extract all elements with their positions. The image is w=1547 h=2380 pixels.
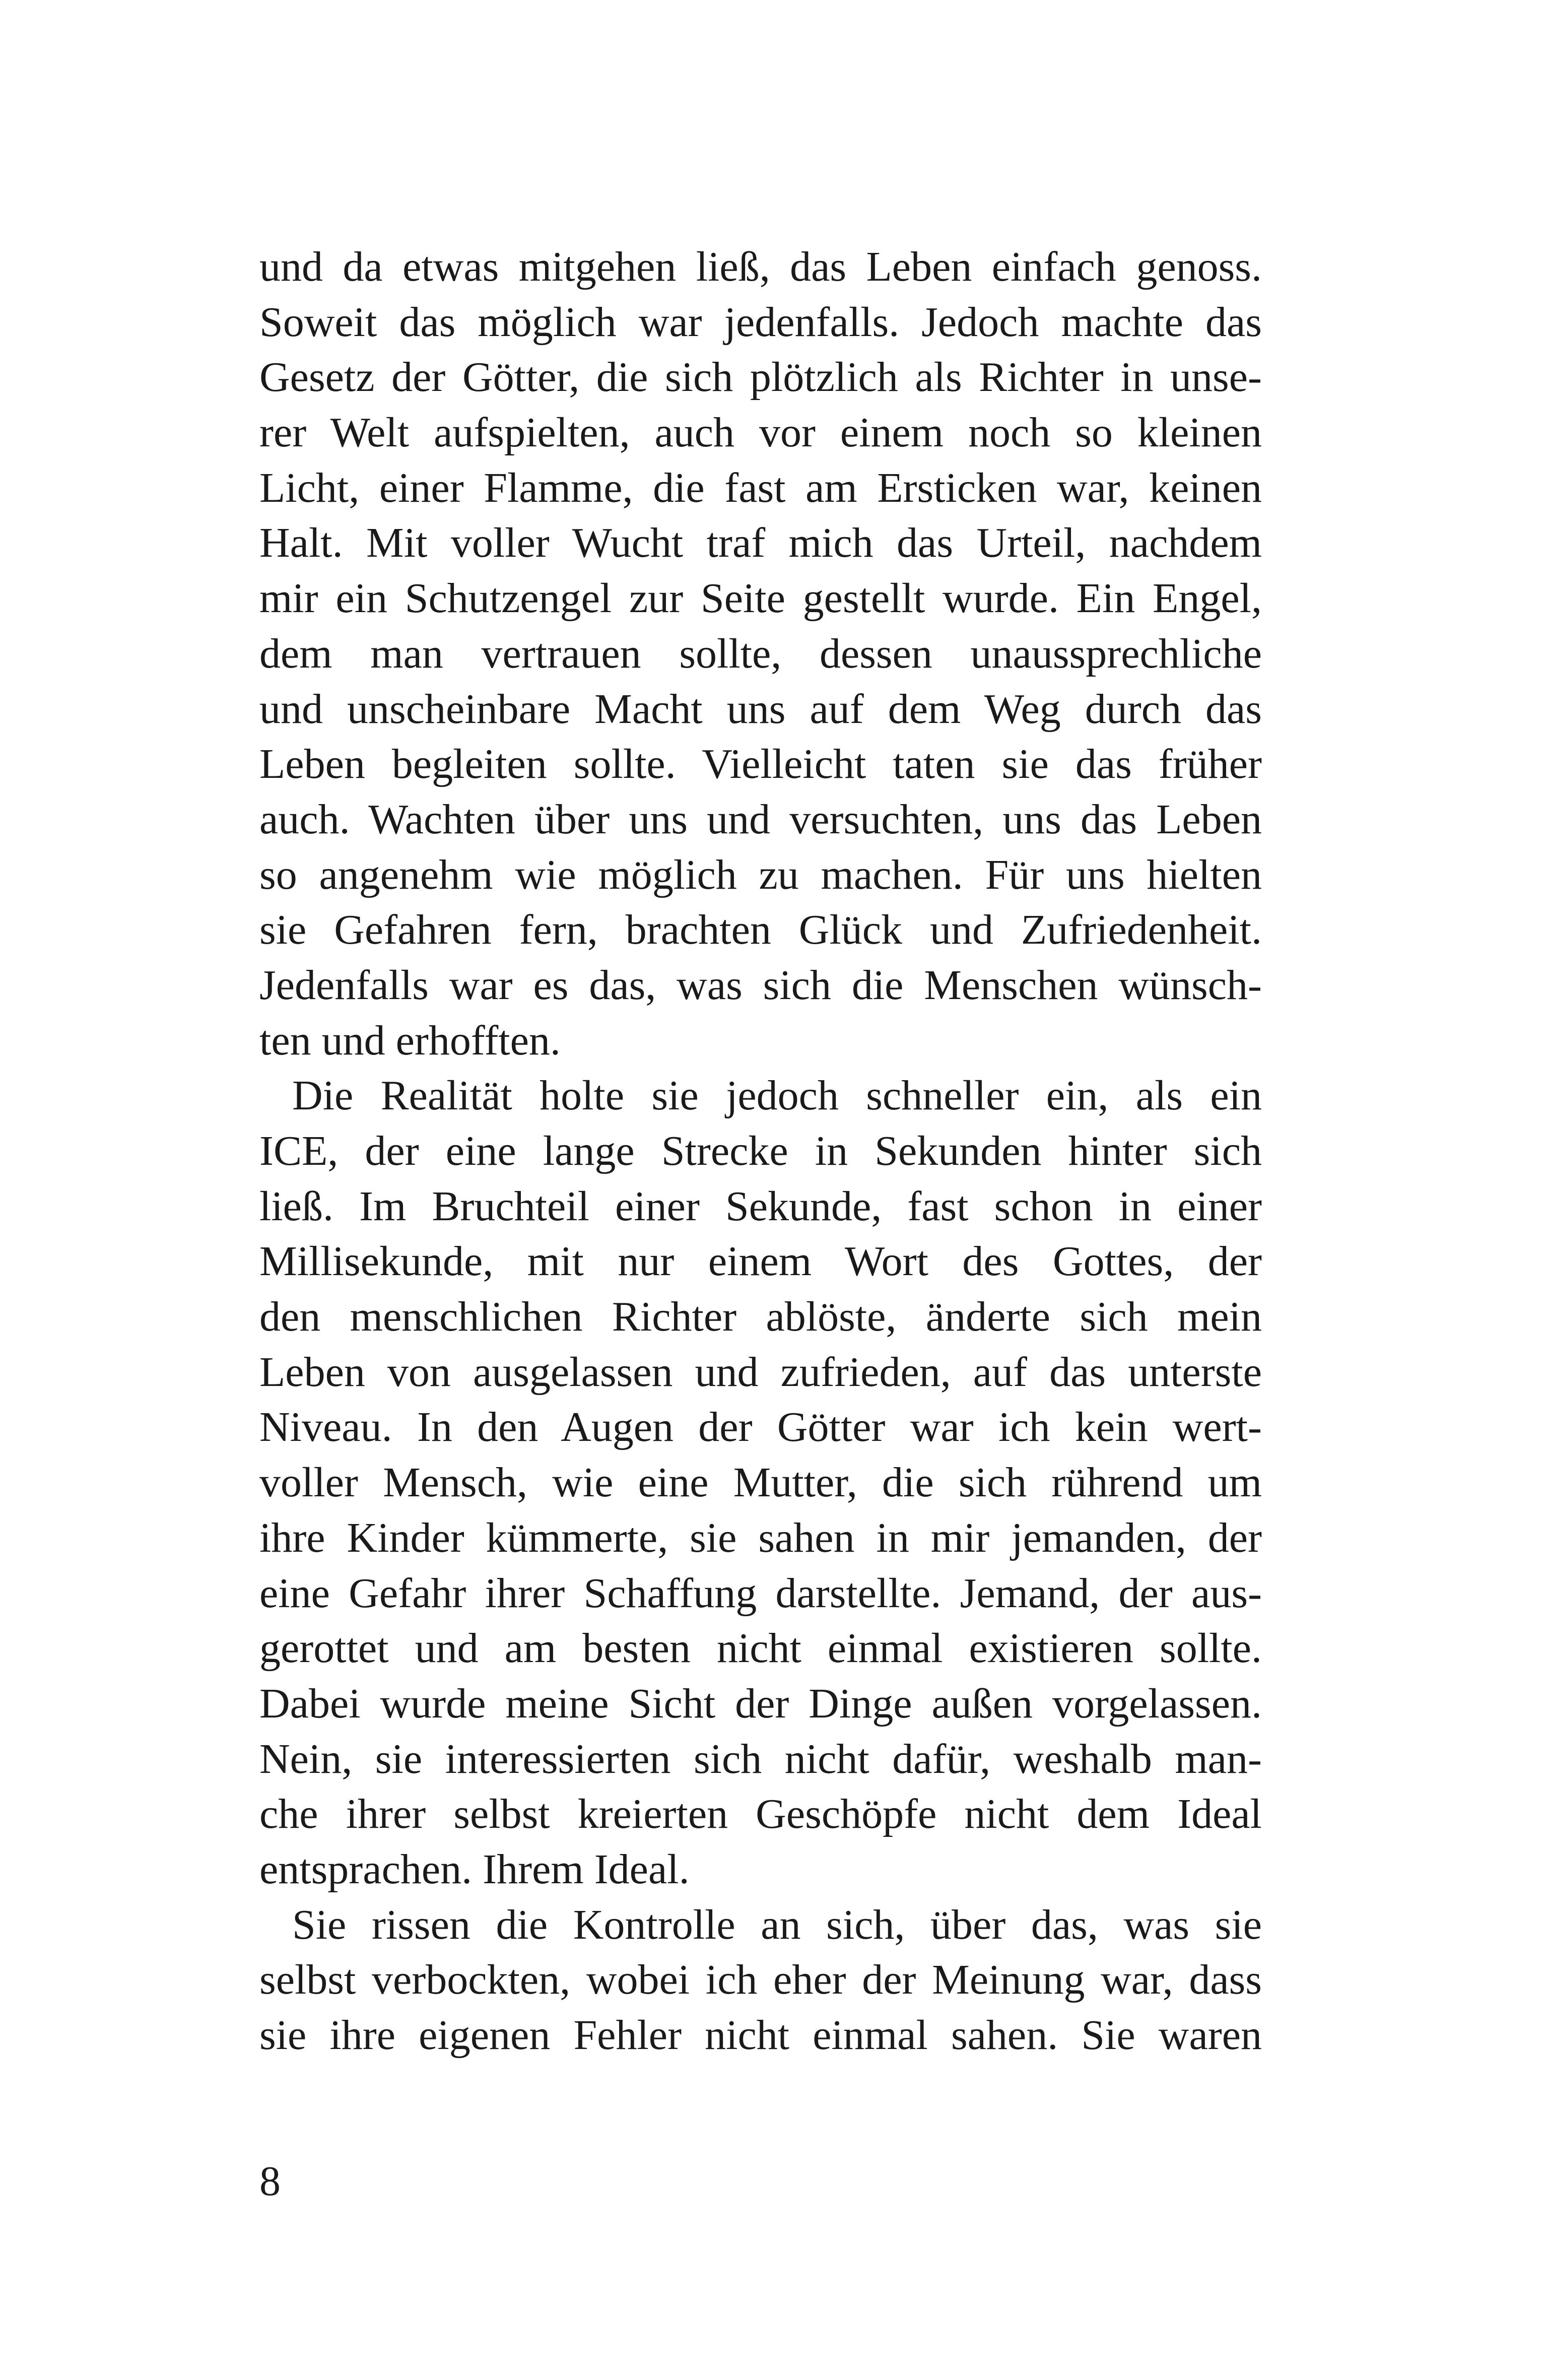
text-line: Millisekunde, mit nur einem Wort des Gottes, der <box>259 1238 1262 1285</box>
text-line: dem man vertrauen sollte, dessen unaussprechliche <box>259 630 1262 677</box>
text-line: che ihrer selbst kreierten Geschöpfe nicht dem Ideal <box>259 1791 1262 1838</box>
paragraph <box>259 1068 1262 1897</box>
text-line: selbst verbockten, wobei ich eher der Meinung war, dass <box>259 1956 1262 2004</box>
text-line: so angenehm wie möglich zu machen. Für uns hielten <box>259 851 1262 898</box>
text-line: ließ. Im Bruchteil einer Sekunde, fast schon in einer <box>259 1182 1262 1230</box>
text-line: voller Mensch, wie eine Mutter, die sich rührend um <box>259 1459 1262 1506</box>
text-line: ihre Kinder kümmerte, sie sahen in mir jemanden, der <box>259 1514 1262 1561</box>
text-line: rer Welt aufspielten, auch vor einem noch so kleinen <box>259 409 1262 456</box>
text-line: sie Gefahren fern, brachten Glück und Zufriedenheit. <box>259 906 1262 954</box>
text-line: ICE, der eine lange Strecke in Sekunden hinter sich <box>259 1128 1262 1174</box>
text-line: Nein, sie interessierten sich nicht dafür, weshalb man- <box>259 1735 1262 1782</box>
text-line: ten und erhofften. <box>259 1017 561 1064</box>
text-line: Licht, einer Flamme, die fast am Ersticken war, keinen <box>259 464 1262 511</box>
text-line: gerottet und am besten nicht einmal existieren sollte. <box>259 1625 1262 1672</box>
text-line: Die Realität holte sie jedoch schneller ein, als ein <box>292 1072 1262 1119</box>
paragraph <box>259 239 1262 1068</box>
text-line: Jedenfalls war es das, was sich die Menschen wünsch- <box>259 961 1262 1009</box>
text-line: Niveau. In den Augen der Götter war ich kein wert- <box>259 1404 1262 1451</box>
text-line: eine Gefahr ihrer Schaffung darstellte. Jemand, der aus- <box>259 1569 1262 1617</box>
body-text <box>259 239 1262 2063</box>
text-line: den menschlichen Richter ablöste, änderte sich mein <box>259 1293 1262 1341</box>
paragraph <box>259 1897 1262 2063</box>
text-line: Gesetz der Götter, die sich plötzlich als Richter in unse- <box>259 354 1262 401</box>
text-line: entsprachen. Ihrem Ideal. <box>259 1845 690 1893</box>
text-line: Halt. Mit voller Wucht traf mich das Urteil, nachdem <box>259 519 1262 567</box>
text-line: Leben begleiten sollte. Vielleicht taten sie das früher <box>259 741 1262 788</box>
text-line: Leben von ausgelassen und zufrieden, auf das unterste <box>259 1348 1262 1396</box>
text-line: auch. Wachten über uns und versuchten, uns das Leben <box>259 796 1262 843</box>
text-line: Sie rissen die Kontrolle an sich, über das, was sie <box>292 1901 1262 1948</box>
text-line: sie ihre eigenen Fehler nicht einmal sahen. Sie waren <box>259 2012 1262 2059</box>
text-line: Soweit das möglich war jedenfalls. Jedoch machte das <box>259 298 1262 346</box>
text-line: mir ein Schutzengel zur Seite gestellt wurde. Ein Engel, <box>259 575 1262 622</box>
text-line: Dabei wurde meine Sicht der Dinge außen vorgelassen. <box>259 1680 1262 1727</box>
page-number: 8 <box>259 2158 281 2205</box>
text-line: und da etwas mitgehen ließ, das Leben einfach genoss. <box>259 243 1262 290</box>
text-line: und unscheinbare Macht uns auf dem Weg durch das <box>259 685 1262 733</box>
